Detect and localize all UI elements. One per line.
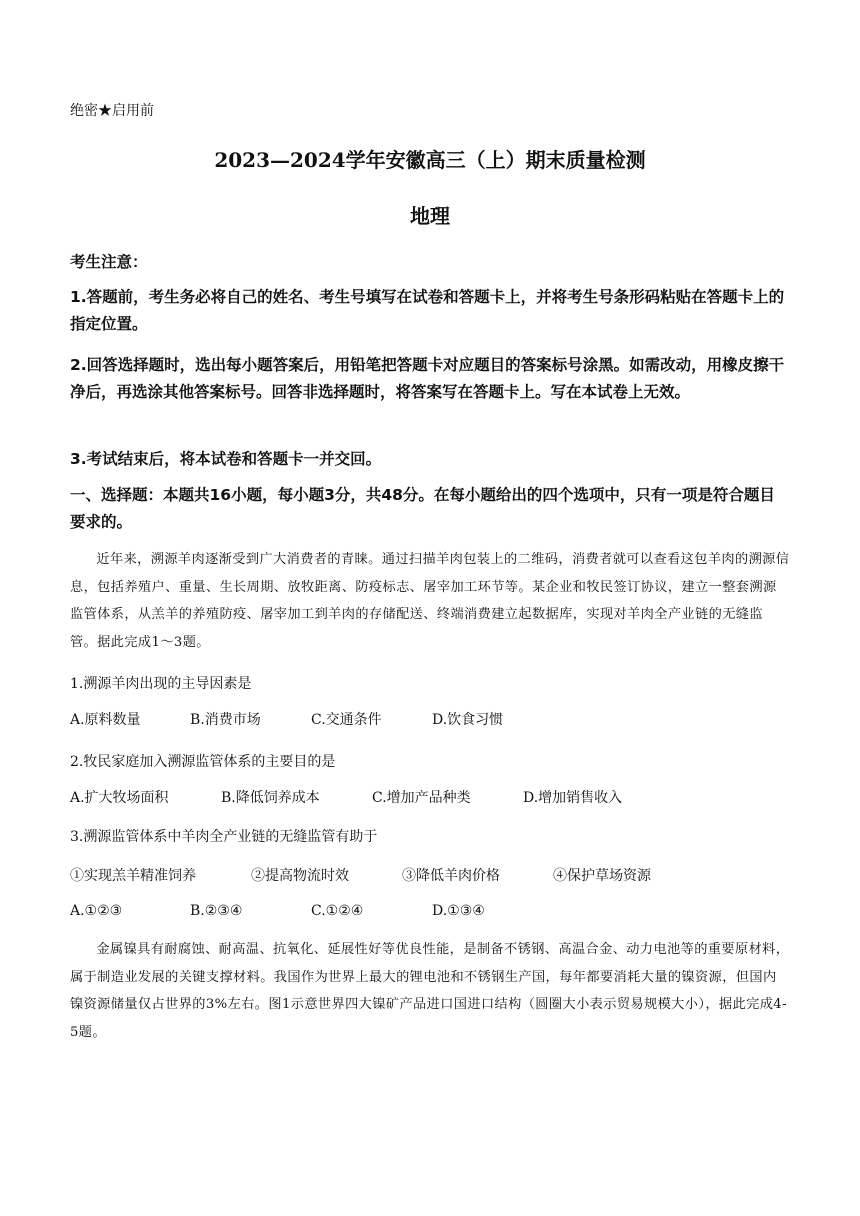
- option-b: B.消费市场: [190, 712, 261, 728]
- statement-3: ③降低羊肉价格: [402, 868, 500, 884]
- notice-item: 1.答题前，考生务必将自己的姓名、考生号填写在试卷和答题卡上，并将考生号条形码粘贴在答题卡上的指定位置。: [70, 288, 785, 333]
- option-b: B.降低饲养成本: [221, 790, 320, 806]
- notice-item: 2.回答选择题时，选出每小题答案后，用铅笔把答题卡对应题目的答案标号涂黑。如需改动，用橡皮擦干净后，再选涂其他答案标号。回答非选择题时，将答案写在答题卡上。写在本试卷上无效。: [70, 356, 785, 401]
- option-d: D.增加销售收入: [523, 790, 623, 806]
- option-d: D.饮食习惯: [432, 712, 504, 728]
- option-a: A.①②③: [70, 903, 123, 919]
- option-a: A.扩大牧场面积: [70, 790, 169, 806]
- option-b: B.②③④: [190, 903, 243, 919]
- option-row: [0, 709, 860, 729]
- question-stem: 3.溯源监管体系中羊肉全产业链的无缝监管有助于: [70, 829, 378, 845]
- option-a: A.原料数量: [70, 712, 141, 728]
- option-c: C.①②④: [311, 903, 364, 919]
- option-c: C.交通条件: [311, 712, 382, 728]
- confidential-mark: 绝密★启用前: [70, 103, 154, 119]
- option-row: [0, 787, 860, 807]
- reading-passage: 近年来，溯源羊肉逐渐受到广大消费者的青睐。通过扫描羊肉包装上的二维码，消费者就可以查看这包羊肉的溯源信息，包括养殖户、重量、生长周期、放牧距离、防疫标志、屠宰加工环节等。某企业和牧民签订协议，建立一整套溯源监管体系，从羔羊的养殖防疫、屠宰加工到羊肉的存储配送、终端消费建立起数据库，实现对羊肉全产业链的无缝监管。据此完成1～3题。: [70, 552, 790, 650]
- reading-passage: 金属镍具有耐腐蚀、耐高温、抗氧化、延展性好等优良性能，是制备不锈钢、高温合金、动力电池等的重要原材料，属于制造业发展的关键支撑材料。我国作为世界上最大的锂电池和不锈钢生产国，每年都要消耗大量的镍资源，但国内镍资源储量仅占世界的3%左右。图1示意世界四大镍矿产品进口国进口结构（圆圈大小表示贸易规模大小），据此完成4-5题。: [70, 942, 790, 1040]
- subject-title: 地理: [410, 204, 450, 228]
- section-heading: 一、选择题：本题共16小题，每小题3分，共48分。在每小题给出的四个选项中，只有一项是符合题目要求的。: [70, 486, 775, 531]
- notice-item: 3.考试结束后，将本试卷和答题卡一并交回。: [70, 450, 382, 468]
- statement-2: ②提高物流时效: [251, 868, 349, 884]
- statement-4: ④保护草场资源: [553, 868, 651, 884]
- option-d: D.①③④: [432, 903, 485, 919]
- question-stem: 2.牧民家庭加入溯源监管体系的主要目的是: [70, 754, 336, 770]
- notice-heading: 考生注意：: [70, 253, 148, 271]
- statement-1: ①实现羔羊精准饲养: [70, 868, 196, 884]
- option-c: C.增加产品种类: [372, 790, 471, 806]
- exam-title: 2023—2024学年安徽高三（上）期末质量检测: [214, 148, 646, 172]
- statement-row: [0, 865, 860, 885]
- question-stem: 1.溯源羊肉出现的主导因素是: [70, 676, 252, 692]
- option-row: [0, 903, 860, 923]
